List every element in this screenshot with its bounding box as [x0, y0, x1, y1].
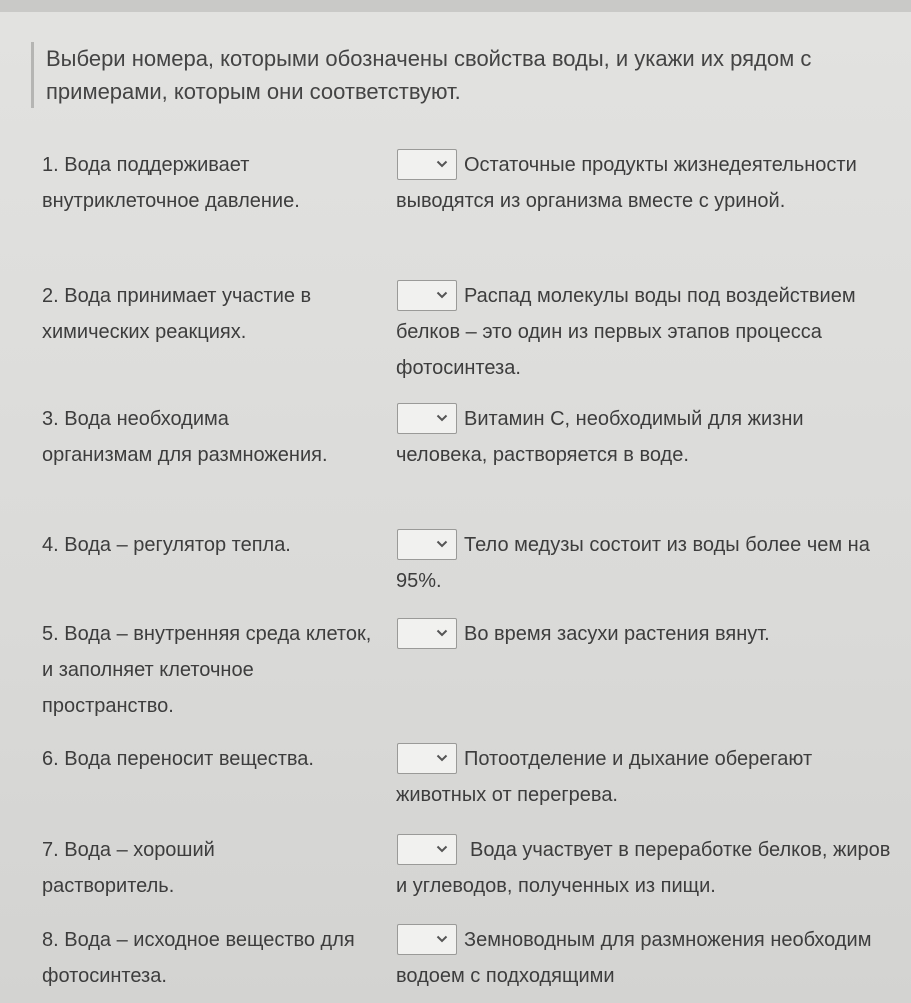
example-8: Земноводным для размножения необходим водоем с подходящими	[396, 929, 872, 987]
property-4: 4. Вода – регулятор тепла.	[42, 534, 291, 556]
question-text: Выбери номера, которыми обозначены свойства воды, и укажи их рядом с примерами, которым они соответствуют.	[31, 42, 906, 108]
example-6: Потоотделение и дыхание оберегают животных от перегрева.	[396, 748, 813, 806]
property-6: 6. Вода переносит вещества.	[42, 748, 314, 770]
example-5: Во время засухи растения вянут.	[464, 623, 770, 645]
property-7: 7. Вода – хороший растворитель.	[42, 839, 215, 897]
example-7: Вода участвует в переработке белков, жиров и углеводов, полученных из пищи.	[396, 839, 891, 897]
property-2: 2. Вода принимает участие в химических реакциях.	[42, 285, 312, 343]
example-3: Витамин С, необходимый для жизни человека, растворяется в воде.	[396, 408, 804, 466]
property-5: 5. Вода – внутренняя среда клеток, и заполняет клеточное пространство.	[42, 623, 372, 717]
property-8: 8. Вода – исходное вещество для фотосинтеза.	[42, 929, 355, 987]
property-3: 3. Вода необходима организмам для размножения.	[42, 408, 328, 466]
example-4: Тело медузы состоит из воды более чем на 95%.	[396, 534, 870, 592]
example-2: Распад молекулы воды под воздействием белков – это один из первых этапов процесса фотосинтеза.	[396, 285, 856, 379]
property-1: 1. Вода поддерживает внутриклеточное давление.	[42, 154, 300, 212]
example-1: Остаточные продукты жизнедеятельности выводятся из организма вместе с уриной.	[396, 154, 857, 212]
